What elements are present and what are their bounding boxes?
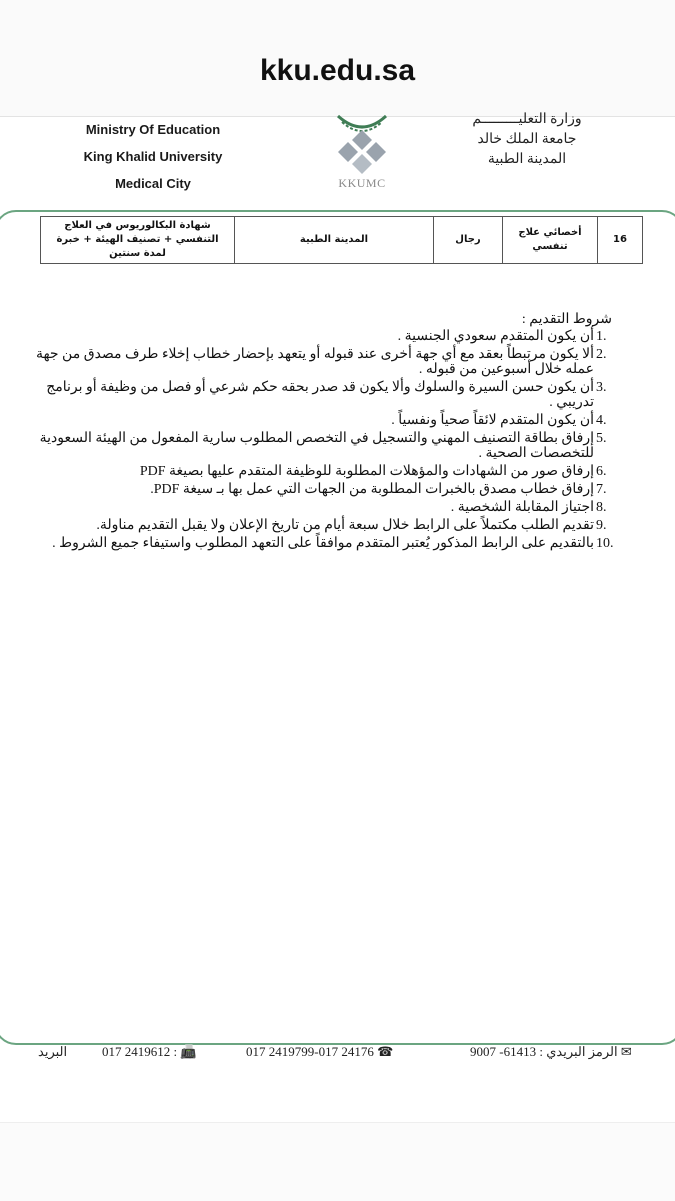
browser-top-bar (0, 0, 675, 117)
logo-emblem-icon (322, 108, 402, 176)
table-row (41, 217, 643, 264)
medical-city-en: Medical City (115, 176, 191, 191)
ministry-name-en: Ministry Of Education (85, 122, 221, 137)
terms-list (14, 329, 614, 551)
list-item (14, 482, 614, 497)
list-item (14, 380, 614, 410)
medical-city-ar: المدينة الطبية (487, 152, 567, 167)
item-text: أن يكون حسن السيرة والسلوك وألا يكون قد صدر بحقه حكم شرعي أو فصل من وظيفة أو برنامج تدريبي . (46, 380, 594, 410)
site-domain[interactable]: kku.edu.sa (259, 54, 416, 87)
job-location-cell: المدينة الطبية (235, 217, 434, 264)
email-label: البريد (38, 1044, 68, 1059)
item-number: 1. (596, 329, 607, 344)
kkumc-logo (322, 108, 402, 196)
item-text: إرفاق صور من الشهادات والمؤهلات المطلوبة للوظيفة المتقدم عليها بصيغة PDF (139, 464, 594, 479)
list-item (14, 413, 614, 428)
po-box: 9007 -الرمز البريدي : 61413 ✉ (470, 1044, 632, 1059)
item-number: 3. (596, 380, 607, 395)
item-text: إرفاق خطاب مصدق بالخبرات المطلوبة من الجهات التي عمل بها بـ سيغة PDF. (150, 482, 594, 497)
item-number: 5. (596, 431, 607, 446)
mail-icon: ✉ (620, 1044, 632, 1059)
header-english-block (58, 116, 248, 197)
job-title-cell: أخصائي علاج تنفسي (503, 217, 598, 264)
application-terms (14, 312, 614, 554)
job-gender-cell: رجال (434, 217, 503, 264)
list-item (14, 431, 614, 461)
jobs-table (40, 216, 643, 264)
list-item (14, 518, 614, 533)
item-text: تقديم الطلب مكتملاً على الرابط خلال سبعة أيام من تاريخ الإعلان ولا يقبل التقديم مناولة. (96, 518, 594, 533)
list-item (14, 536, 614, 551)
item-number: 7. (596, 482, 607, 497)
item-text: أن يكون المتقدم لائقاً صحياً ونفسياً . (391, 413, 594, 428)
list-item (14, 464, 614, 479)
logo-text: KKUMC (338, 176, 386, 190)
item-number: 4. (596, 413, 607, 428)
terms-title: شروط التقديم : (521, 312, 612, 327)
item-text: بالتقديم على الرابط المذكور يُعتبر المتقدم موافقاً على التعهد المطلوب واستيفاء جميع الشروط . (52, 536, 594, 551)
phone-icon: ☎ (377, 1044, 394, 1059)
header-arabic-block (427, 110, 627, 170)
item-number: 6. (596, 464, 607, 479)
item-text: اجتياز المقابلة الشخصية . (450, 500, 594, 515)
item-number: 8. (596, 500, 607, 515)
university-name-en: King Khalid University (83, 149, 223, 164)
list-item (14, 347, 614, 377)
list-item (14, 500, 614, 515)
item-number: 10. (596, 536, 614, 551)
item-text: إرفاق بطاقة التصنيف المهني والتسجيل في التخصص المطلوب سارية المفعول من الهيئة السعودية للتخصصات الصحية . (39, 431, 594, 461)
job-number-cell: 16 (598, 217, 643, 264)
item-number: 9. (596, 518, 607, 533)
fax-icon: 📠 (180, 1044, 197, 1059)
ministry-name-ar: وزارة التعليـــــــــم (472, 112, 582, 127)
item-text: ألا يكون مرتبطاً بعقد مع أي جهة أخرى عند قبوله أو يتعهد بإحضار خطاب إخلاء طرف مصدق من جهة عمله خلال أسبوعين من قبوله . (35, 347, 594, 377)
phone-numbers: 017 2419799-017 24176 ☎ (246, 1044, 394, 1059)
item-number: 2. (596, 347, 607, 362)
bottom-browser-area (0, 1122, 675, 1201)
contact-footer (0, 1044, 675, 1068)
job-qualification-cell: شهادة البكالوريوس في العلاج التنفسي + تصنيف الهيئة + خبرة لمدة سنتين (41, 217, 235, 264)
fax-number: 017 2419612 : 📠 (102, 1044, 197, 1059)
list-item (14, 329, 614, 344)
university-name-ar: جامعة الملك خالد (477, 132, 577, 147)
item-text: أن يكون المتقدم سعودي الجنسية . (397, 329, 594, 344)
